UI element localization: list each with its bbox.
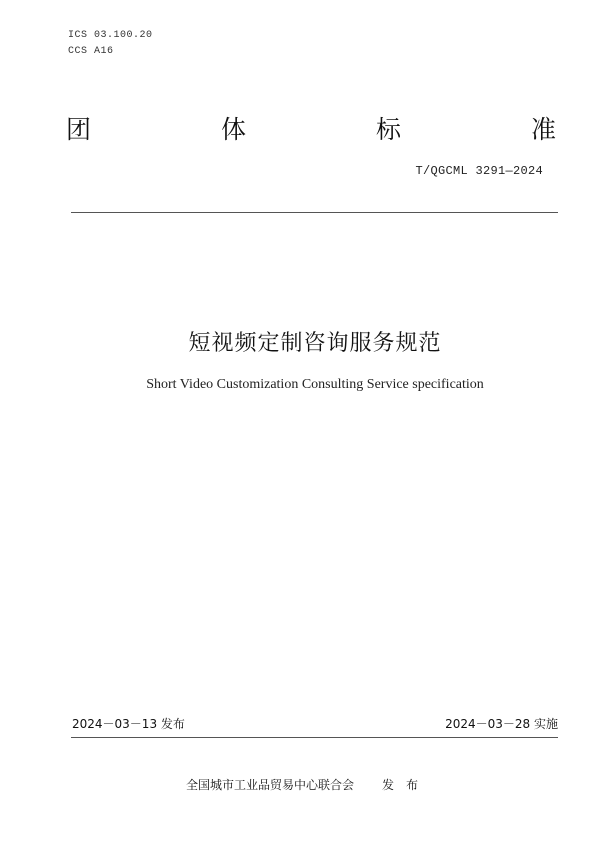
publisher-name: 全国城市工业品贸易中心联合会	[185, 778, 354, 792]
doc-type-char: 团	[66, 115, 92, 144]
ccs-code: CCS A16	[68, 46, 114, 57]
doc-type-char: 准	[530, 115, 556, 144]
bottom-divider	[71, 737, 558, 738]
title-english: Short Video Customization Consulting Service specification	[146, 377, 484, 392]
ics-code: ICS 03.100.20	[68, 30, 153, 41]
issue-date: 2024－03－13 发布	[72, 717, 185, 731]
title-chinese: 短视频定制咨询服务规范	[188, 331, 442, 356]
standard-number: T/QGCML 3291—2024	[415, 164, 543, 178]
publisher-line	[0, 776, 600, 793]
doc-type-char: 标	[375, 115, 401, 144]
implementation-date: 2024－03－28 实施	[445, 717, 558, 731]
classification-codes	[68, 28, 153, 60]
publish-action: 发布	[382, 778, 431, 792]
document-type-heading	[66, 112, 556, 148]
top-divider	[71, 212, 558, 213]
doc-type-char: 体	[220, 115, 246, 144]
